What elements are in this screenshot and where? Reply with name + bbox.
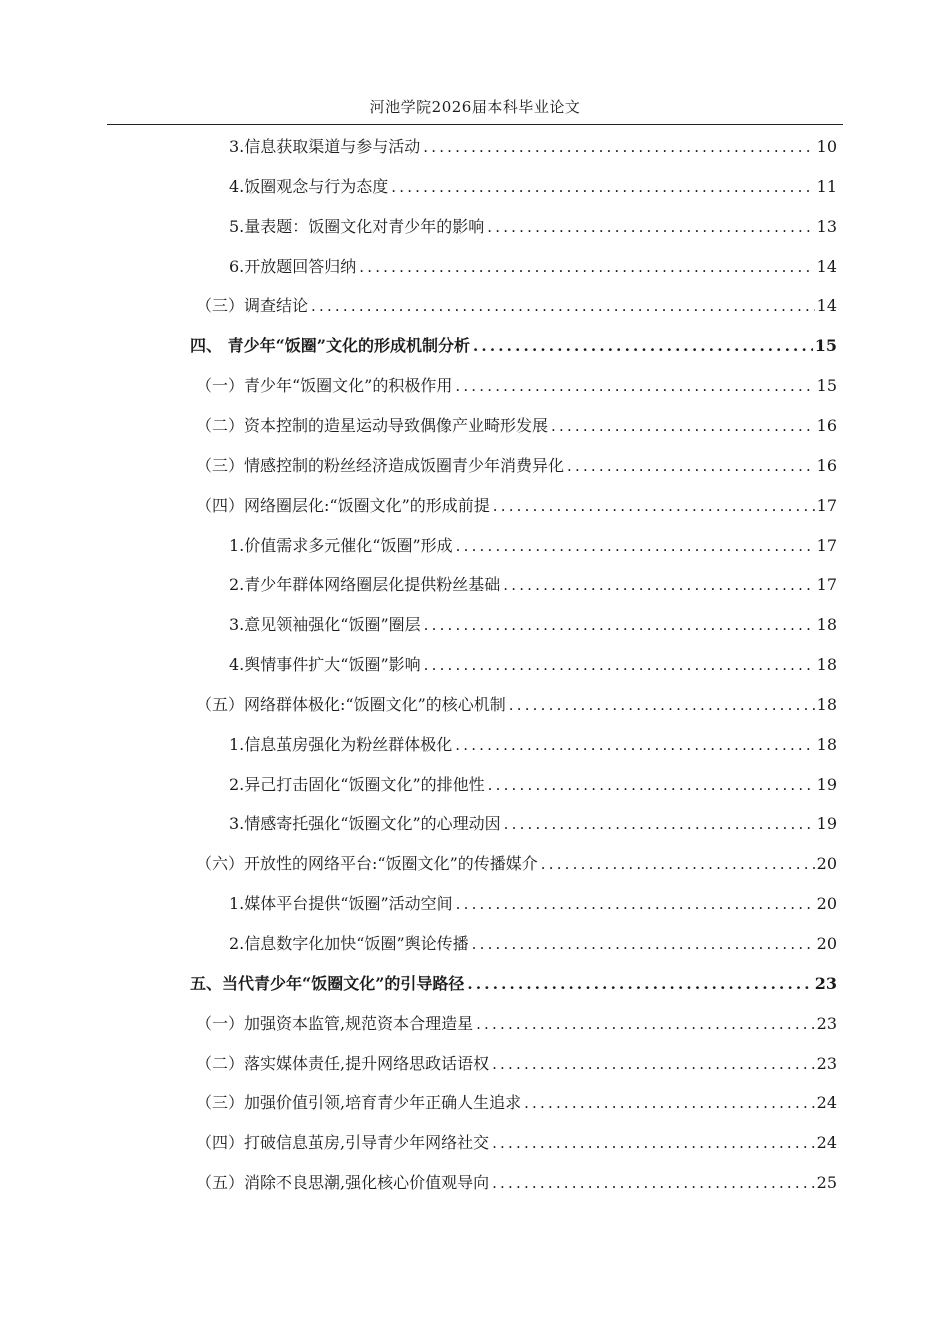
toc-entry-page-number: 15: [814, 336, 837, 356]
toc-leader-dots: [456, 890, 815, 918]
toc-entry-page-number: 24: [816, 1093, 837, 1113]
toc-entry-title: （三）调查结论: [196, 296, 309, 316]
toc-leader-dots: [455, 731, 814, 759]
toc-leader-dots: [487, 213, 814, 241]
toc-entry-title: 4.饭圈观念与行为态度: [229, 176, 389, 196]
toc-entry-page-number: 23: [816, 1013, 837, 1033]
toc-entry-page-number: 20: [816, 934, 837, 953]
toc-leader-dots: [424, 611, 815, 639]
toc-entry-page-number: 13: [816, 216, 837, 236]
toc-leader-dots: [456, 532, 815, 560]
toc-entry[interactable]: [196, 412, 837, 440]
toc-entry[interactable]: [190, 332, 837, 360]
toc-entry[interactable]: [229, 810, 837, 838]
toc-leader-dots: [311, 292, 815, 320]
toc-entry-title: （三）加强价值引领,培育青少年正确人生追求: [196, 1093, 522, 1113]
toc-entry[interactable]: [196, 1129, 837, 1157]
toc-entry-page-number: 19: [816, 814, 837, 834]
toc-entry-page-number: 24: [816, 1133, 837, 1153]
toc-entry-title: （二）资本控制的造星运动导致偶像产业畸形发展: [196, 415, 549, 435]
toc-entry[interactable]: [229, 253, 837, 281]
toc-entry[interactable]: [196, 850, 837, 878]
toc-leader-dots: [476, 1010, 815, 1038]
toc-entry-title: 2.青少年群体网络圈层化提供粉丝基础: [229, 575, 501, 595]
toc-entry-title: （四）打破信息茧房,引导青少年网络社交: [196, 1133, 490, 1153]
toc-entry-title: 3.情感寄托强化“饭圈文化”的心理动因: [229, 814, 501, 834]
toc-entry-title: （一）青少年“饭圈文化”的积极作用: [196, 376, 453, 396]
toc-entry-page-number: 14: [816, 296, 837, 316]
toc-entry-title: 2.异己打击固化“饭圈文化”的排他性: [229, 774, 485, 794]
toc-entry[interactable]: [229, 532, 837, 560]
toc-entry-page-number: 19: [816, 774, 837, 794]
toc-entry[interactable]: [229, 771, 837, 799]
toc-entry[interactable]: [196, 1089, 837, 1117]
toc-entry-title: （四）网络圈层化:“饭圈文化”的形成前提: [196, 495, 490, 515]
toc-entry-page-number: 15: [816, 376, 837, 396]
toc-entry[interactable]: [229, 213, 837, 241]
toc-entry-page-number: 23: [814, 973, 837, 993]
toc-entry-title: 3.意见领袖强化“饭圈”圈层: [229, 615, 421, 635]
toc-leader-dots: [551, 412, 815, 440]
toc-entry-title: （五）网络群体极化:“饭圈文化”的核心机制: [196, 694, 506, 714]
toc-entry[interactable]: [229, 930, 837, 958]
toc-leader-dots: [492, 1129, 815, 1157]
toc-entry-page-number: 18: [816, 655, 837, 675]
toc-leader-dots: [567, 452, 815, 480]
toc-entry-title: 四、 青少年“饭圈”文化的形成机制分析: [190, 336, 470, 356]
toc-entry-page-number: 23: [816, 1053, 837, 1073]
toc-entry-title: 1.价值需求多元催化“饭圈”形成: [229, 535, 453, 555]
toc-entry[interactable]: [196, 492, 837, 520]
toc-entry-page-number: 16: [816, 455, 837, 475]
toc-leader-dots: [541, 850, 815, 878]
toc-entry-title: （五）消除不良思潮,强化核心价值观导向: [196, 1173, 490, 1193]
toc-leader-dots: [455, 372, 814, 400]
toc-leader-dots: [473, 332, 813, 360]
toc-entry[interactable]: [229, 890, 837, 918]
toc-entry[interactable]: [229, 651, 837, 679]
toc-entry-title: 4.舆情事件扩大“饭圈”影响: [229, 655, 421, 675]
toc-entry[interactable]: [196, 452, 837, 480]
toc-entry-page-number: 25: [816, 1173, 837, 1193]
toc-entry-page-number: 11: [816, 176, 837, 196]
toc-entry-page-number: 17: [816, 575, 837, 595]
toc-entry[interactable]: [196, 1169, 837, 1197]
toc-entry[interactable]: [229, 611, 837, 639]
toc-entry-title: 1.媒体平台提供“饭圈”活动空间: [229, 894, 453, 914]
toc-entry-page-number: 18: [816, 694, 837, 714]
toc-entry[interactable]: [229, 731, 837, 759]
toc-entry-title: 6.开放题回答归纳: [229, 256, 357, 276]
toc-entry-page-number: 14: [816, 256, 837, 276]
toc-entry-page-number: 17: [816, 535, 837, 555]
toc-entry[interactable]: [196, 1050, 837, 1078]
toc-leader-dots: [359, 253, 814, 281]
toc-entry-page-number: 10: [816, 137, 837, 156]
toc-entry-title: 3.信息获取渠道与参与活动: [229, 137, 421, 156]
toc-entry[interactable]: [229, 133, 837, 161]
toc-entry-title: 1.信息茧房强化为粉丝群体极化: [229, 734, 453, 754]
toc-leader-dots: [509, 691, 815, 719]
toc-leader-dots: [472, 930, 815, 958]
toc-entry[interactable]: [229, 571, 837, 599]
toc-entry-page-number: 20: [816, 854, 837, 874]
toc-entry-title: 五、当代青少年“饭圈文化”的引导路径: [190, 973, 465, 993]
toc-leader-dots: [492, 1050, 815, 1078]
toc-leader-dots: [524, 1089, 815, 1117]
toc-entry[interactable]: [196, 1010, 837, 1038]
toc-entry[interactable]: [190, 970, 837, 998]
toc-leader-dots: [504, 810, 815, 838]
toc-entry-title: （六）开放性的网络平台:“饭圈文化”的传播媒介: [196, 854, 538, 874]
toc-leader-dots: [488, 771, 815, 799]
toc-entry-page-number: 16: [816, 415, 837, 435]
toc-entry-title: 5.量表题：饭圈文化对青少年的影响: [229, 216, 485, 236]
toc-entry[interactable]: [196, 691, 837, 719]
toc-entry-title: （二）落实媒体责任,提升网络思政话语权: [196, 1053, 490, 1073]
toc-entry-page-number: 20: [816, 894, 837, 914]
toc-entry-page-number: 17: [816, 495, 837, 515]
toc-leader-dots: [423, 133, 814, 161]
toc-leader-dots: [493, 492, 815, 520]
toc-entry-title: （一）加强资本监管,规范资本合理造星: [196, 1013, 474, 1033]
toc-entry-title: （三）情感控制的粉丝经济造成饭圈青少年消费异化: [196, 455, 565, 475]
toc-leader-dots: [467, 970, 812, 998]
toc-leader-dots: [503, 571, 814, 599]
toc-entry-title: 2.信息数字化加快“饭圈”舆论传播: [229, 934, 469, 953]
page-header: 河池学院2026届本科毕业论文: [369, 98, 581, 116]
toc-entry[interactable]: [196, 292, 837, 320]
toc-entry-page-number: 18: [816, 615, 837, 635]
toc-entry[interactable]: [196, 372, 837, 400]
header-divider: [107, 124, 843, 125]
toc-leader-dots: [492, 1169, 815, 1197]
toc-entry[interactable]: [229, 173, 837, 201]
toc-leader-dots: [424, 651, 815, 679]
toc-entry-page-number: 18: [816, 734, 837, 754]
toc-leader-dots: [391, 173, 814, 201]
